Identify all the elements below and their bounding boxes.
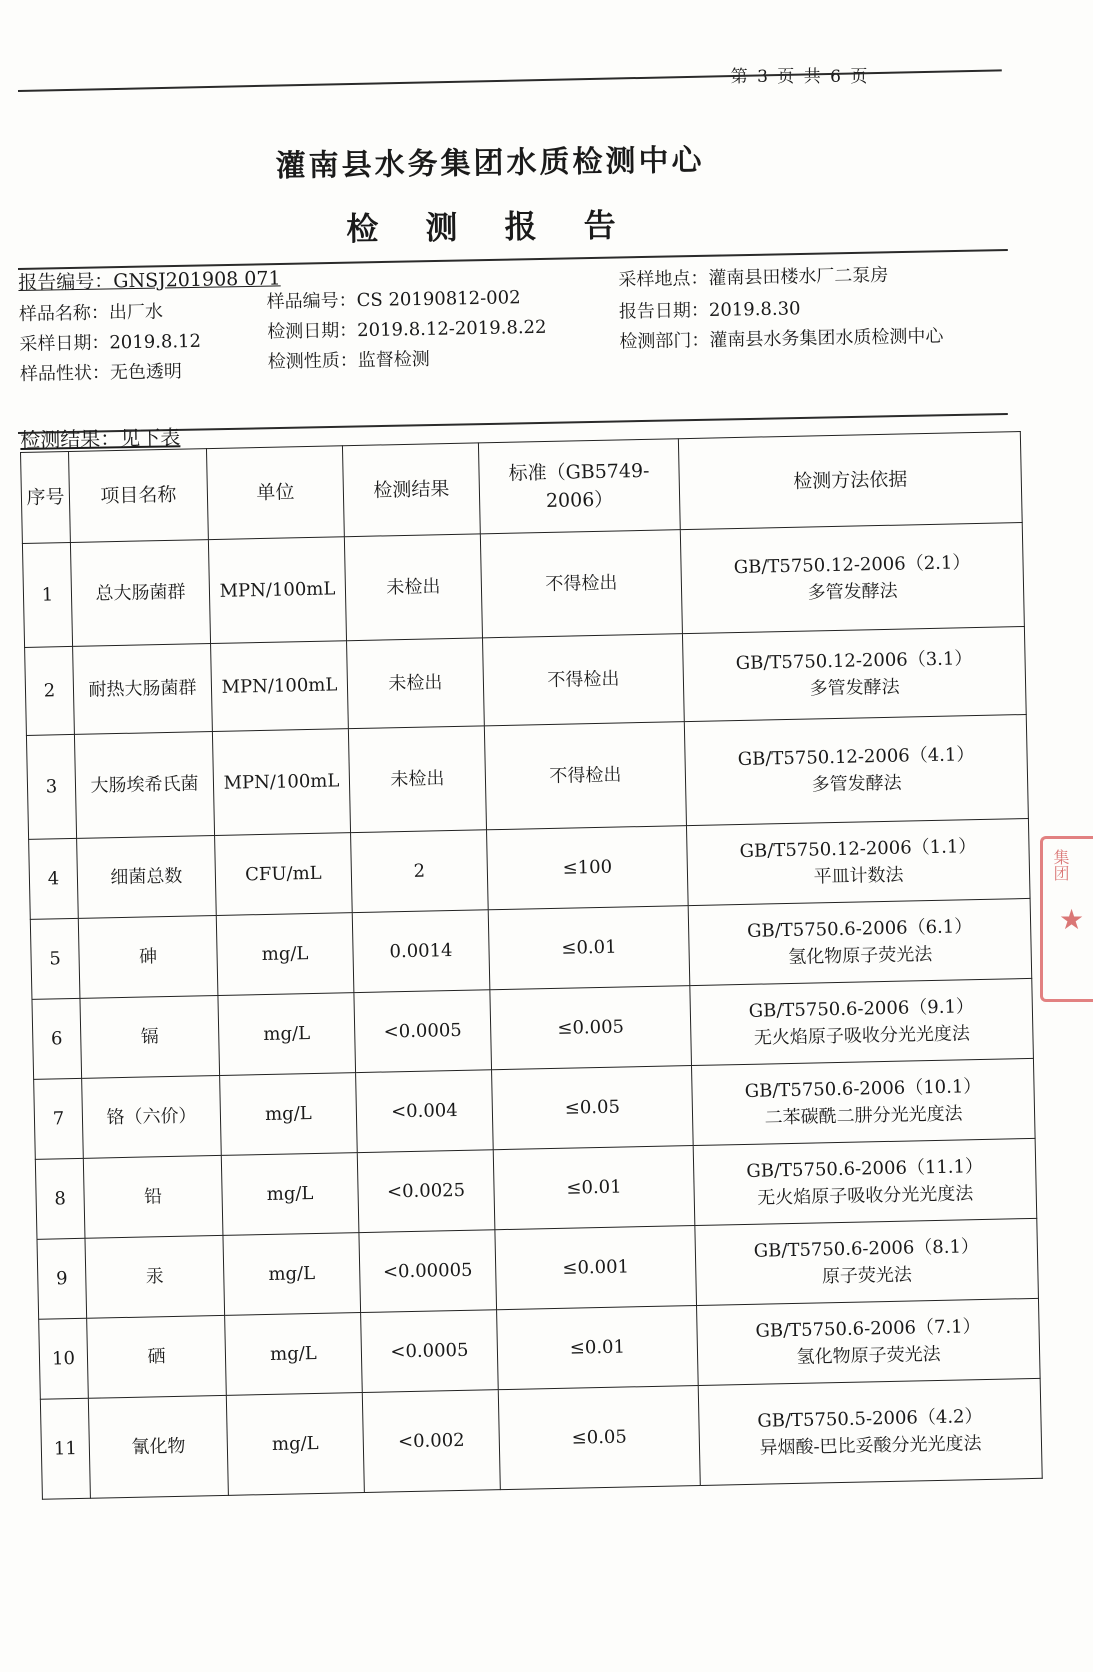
results-label: 检测结果：见下表 [20, 425, 181, 452]
cell-standard: ≤100 [487, 826, 689, 910]
header-standard: 标准（GB5749-2006） [478, 439, 680, 534]
method-name: 二苯碳酰二肼分光光度法 [764, 1102, 963, 1129]
sample-number: 样品编号：CS 20190812-002 [266, 287, 521, 313]
cell-seq: 8 [35, 1158, 85, 1239]
cell-standard: ≤0.01 [488, 906, 690, 990]
header-name: 项目名称 [68, 449, 208, 543]
cell-seq: 2 [25, 646, 75, 735]
method-code: GB/T5750.6-2006（6.1） [746, 915, 973, 942]
cell-seq: 6 [32, 998, 82, 1079]
cell-result: 未检出 [347, 638, 485, 729]
method-code: GB/T5750.6-2006（9.1） [748, 995, 975, 1022]
cell-name: 氰化物 [88, 1395, 228, 1498]
method-code: GB/T5750.6-2006（7.1） [755, 1315, 981, 1342]
cell-unit: mg/L [216, 913, 354, 996]
cell-name: 汞 [85, 1235, 225, 1318]
cell-method [686, 818, 1030, 905]
report-meta [18, 247, 1011, 424]
cell-unit: MPN/100mL [212, 729, 350, 836]
cell-seq: 1 [22, 542, 72, 647]
sample-location: 采样地点：灌南县田楼水厂二泵房 [618, 264, 889, 291]
method-code: GB/T5750.6-2006（8.1） [753, 1235, 980, 1262]
sample-date: 采样日期：2019.8.12 [19, 330, 202, 355]
cell-unit: MPN/100mL [208, 537, 346, 644]
sample-name: 样品名称：出厂水 [18, 301, 164, 325]
results-table [20, 431, 1043, 1500]
cell-result: <0.00005 [359, 1230, 497, 1313]
document-title: 检 测 报 告 [346, 205, 634, 249]
cell-result: 未检出 [348, 726, 486, 833]
results-table-wrap [20, 431, 1042, 1500]
cell-standard: ≤0.05 [498, 1386, 700, 1490]
cell-name: 大肠埃希氏菌 [74, 732, 214, 839]
cell-result: <0.0025 [357, 1150, 495, 1233]
cell-result: 未检出 [344, 534, 482, 641]
cell-method [680, 523, 1024, 634]
cell-standard: ≤0.005 [490, 986, 692, 1070]
cell-standard: 不得检出 [484, 722, 686, 830]
cell-seq: 3 [26, 734, 76, 839]
method-name: 无火焰原子吸收分光光度法 [757, 1182, 974, 1209]
cell-unit: mg/L [220, 1073, 358, 1156]
method-name: 多管发酵法 [807, 580, 898, 604]
cell-standard: ≤0.01 [497, 1306, 699, 1390]
cell-seq: 4 [29, 838, 79, 919]
cell-name: 耐热大肠菌群 [73, 644, 213, 735]
page-number: 第 3 页 共 6 页 [730, 67, 870, 87]
cell-name: 铬（六价） [82, 1075, 222, 1158]
cell-result: <0.0005 [354, 990, 492, 1073]
cell-method [697, 1298, 1041, 1385]
cell-method [684, 714, 1028, 825]
cell-unit: mg/L [221, 1153, 359, 1236]
cell-result: <0.002 [362, 1390, 500, 1493]
method-name: 平皿计数法 [813, 864, 904, 887]
cell-method [698, 1378, 1042, 1485]
method-name: 异烟酸-巴比妥酸分光光度法 [759, 1432, 982, 1459]
cell-unit: MPN/100mL [211, 641, 349, 732]
method-code: GB/T5750.12-2006（2.1） [733, 551, 971, 578]
cell-name: 砷 [78, 915, 218, 998]
cell-result: 2 [351, 830, 489, 913]
cell-name: 硒 [87, 1315, 227, 1398]
report-date: 报告日期：2019.8.30 [618, 298, 801, 323]
cell-method [693, 1138, 1037, 1225]
cell-method [688, 898, 1032, 985]
method-name: 多管发酵法 [811, 772, 902, 795]
method-code: GB/T5750.12-2006（3.1） [735, 647, 973, 674]
cell-unit: mg/L [226, 1393, 364, 1496]
cell-standard: ≤0.001 [495, 1226, 697, 1310]
red-seal-stamp [1040, 836, 1093, 1002]
cell-standard: 不得检出 [480, 530, 682, 638]
method-code: GB/T5750.5-2006（4.2） [757, 1405, 983, 1432]
cell-seq: 7 [34, 1078, 84, 1159]
cell-method [695, 1218, 1039, 1305]
cell-result: 0.0014 [352, 910, 490, 993]
method-name: 氢化物原子荧光法 [788, 943, 933, 968]
cell-name: 铅 [83, 1155, 223, 1238]
test-department: 检测部门：灌南县水务集团水质检测中心 [619, 325, 944, 353]
cell-method [690, 978, 1034, 1065]
cell-result: <0.004 [356, 1070, 494, 1153]
header-method: 检测方法依据 [678, 432, 1022, 530]
cell-method [691, 1058, 1035, 1145]
stamp-star-icon: ★ [1059, 903, 1085, 936]
method-code: GB/T5750.6-2006（11.1） [746, 1155, 984, 1182]
header-seq: 序号 [21, 451, 71, 543]
method-name: 氢化物原子荧光法 [796, 1343, 941, 1368]
cell-unit: mg/L [223, 1233, 361, 1316]
stamp-text: 集团 [1051, 849, 1070, 881]
cell-name: 镉 [80, 995, 220, 1078]
cell-standard: ≤0.05 [492, 1066, 694, 1150]
cell-name: 总大肠菌群 [70, 540, 210, 647]
method-code: GB/T5750.12-2006（1.1） [739, 835, 977, 862]
test-nature: 检测性质：监督检测 [267, 348, 430, 373]
cell-result: <0.0005 [361, 1310, 499, 1393]
table-row [40, 1378, 1042, 1499]
cell-standard: 不得检出 [482, 634, 684, 726]
cell-seq: 11 [40, 1398, 90, 1499]
method-name: 无火焰原子吸收分光光度法 [753, 1022, 971, 1049]
sample-property: 样品性状：无色透明 [19, 361, 183, 385]
method-code: GB/T5750.6-2006（10.1） [744, 1075, 982, 1102]
cell-unit: CFU/mL [215, 833, 353, 916]
cell-standard: ≤0.01 [493, 1146, 695, 1230]
cell-method [682, 627, 1026, 722]
cell-seq: 5 [30, 918, 80, 999]
cell-seq: 10 [39, 1318, 89, 1399]
method-name: 原子荧光法 [821, 1264, 913, 1287]
cell-name: 细菌总数 [77, 836, 217, 919]
header-unit: 单位 [206, 446, 344, 540]
cell-seq: 9 [37, 1238, 87, 1319]
report-number: 报告编号：GNSJ201908 071 [18, 267, 281, 294]
method-code: GB/T5750.12-2006（4.1） [737, 743, 975, 770]
cell-unit: mg/L [218, 993, 356, 1076]
test-date: 检测日期：2019.8.12-2019.8.22 [267, 316, 547, 343]
organization-title: 灌南县水务集团水质检测中心 [275, 143, 705, 184]
method-name: 多管发酵法 [809, 676, 900, 700]
header-result: 检测结果 [342, 443, 480, 537]
cell-unit: mg/L [225, 1313, 363, 1396]
